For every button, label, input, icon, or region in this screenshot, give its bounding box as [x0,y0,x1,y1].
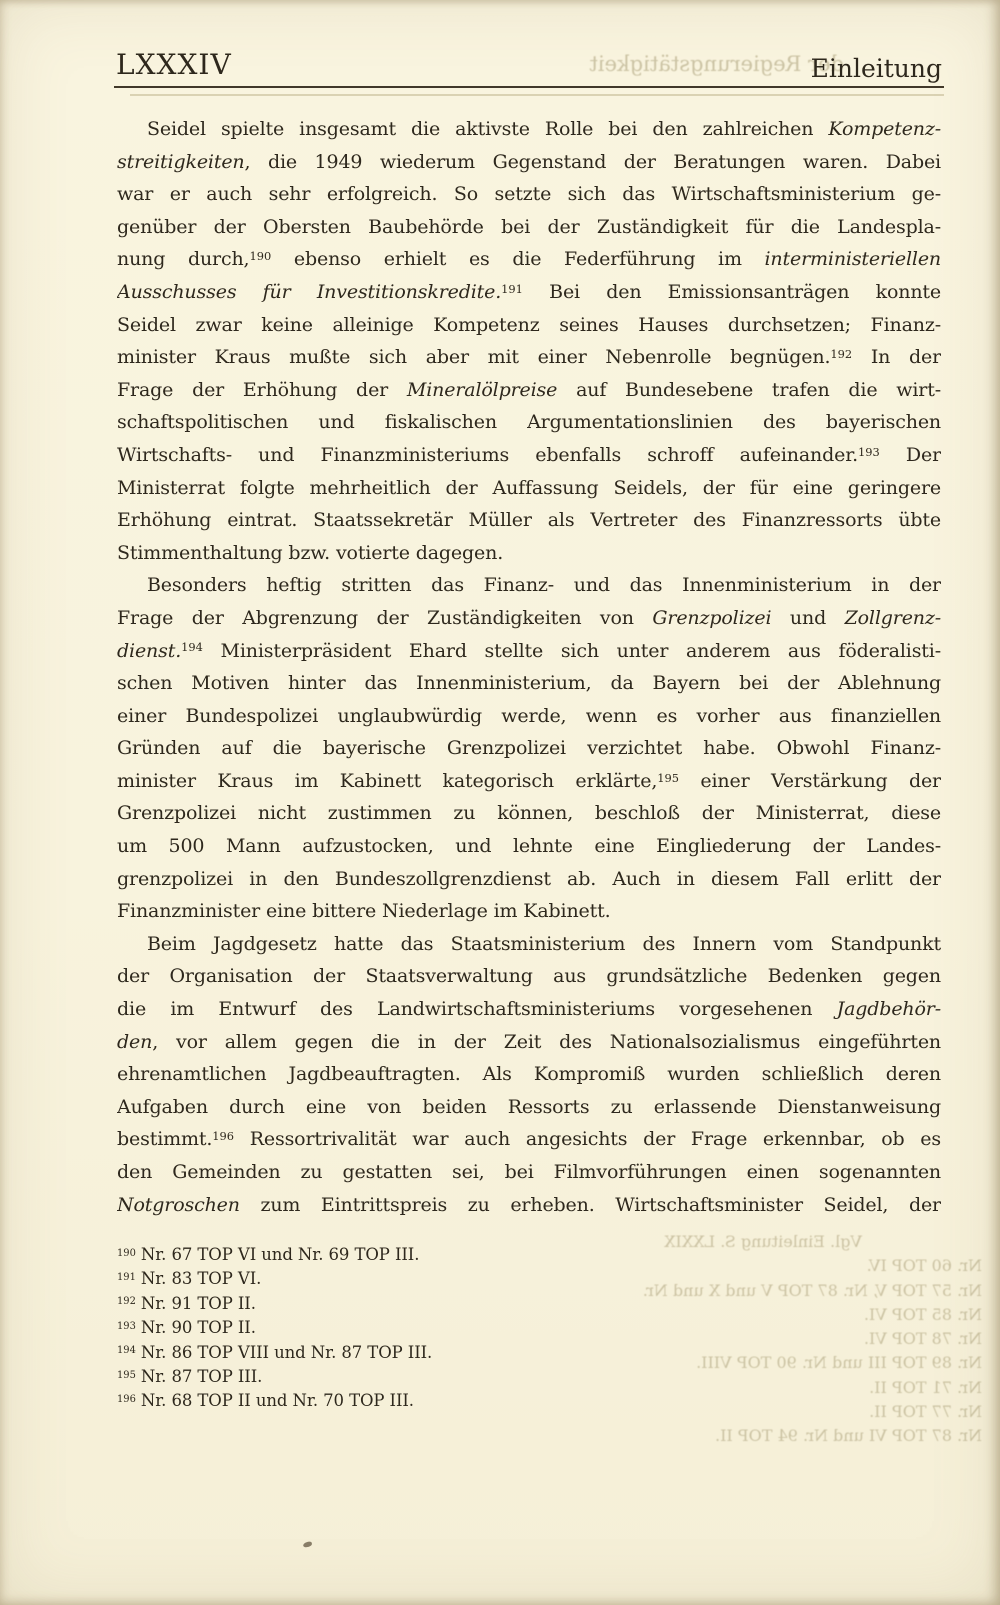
text-segment: Besonders heftig stritten das Finanz- und das Innenministerium in der [147,574,941,597]
text-segment: schen Motiven hinter das Innenministerium, da Bayern bei der Ablehnung [117,672,941,695]
text-line [117,1123,941,1156]
text-line [117,993,941,1026]
footnote [117,1365,941,1389]
bleedthrough-line: Vgl. Einleitung S. LXXIX [664,1232,862,1251]
text-segment: interministeriellen [764,248,941,271]
text-line [117,472,941,505]
text-line [117,146,941,179]
bleedthrough-line: Nr. 87 TOP VI und Nr. 94 TOP II. [715,1426,982,1446]
body-text [117,113,941,1221]
footnote-text: Nr. 83 TOP VI. [140,1269,262,1289]
text-segment: minister Kraus im Kabinett kategorisch erklärte, [117,769,658,792]
text-line [117,341,941,374]
text-segment: Gründen auf die bayerische Grenzpolizei verzichtet habe. Obwohl Finanz- [117,737,941,760]
footnote [117,1243,941,1267]
text-line [117,732,941,765]
text-line [117,1091,941,1124]
footnote-text: Nr. 91 TOP II. [140,1293,256,1313]
text-line [117,211,941,244]
text-segment: zum Eintrittspreis zu erheben. Wirtschaftsminister Seidel, der [239,1193,941,1216]
footnote [117,1267,941,1291]
footnote-reference: 191 [501,281,523,296]
bleedthrough-line: Nr. 77 TOP II. [869,1402,982,1422]
text-line [117,374,941,407]
text-line [117,309,941,342]
header-rule-bleed-echo [130,94,944,96]
text-segment: schaftspolitischen und fiskalischen Argumentationslinien des bayerischen [117,411,941,434]
text-segment: genüber der Obersten Baubehörde bei der Zuständigkeit für die Landespla- [117,215,941,238]
paragraph [117,113,941,569]
text-segment: war er auch sehr erfolgreich. So setzte sich das Wirtschaftsministerium ge- [117,183,941,206]
text-segment: Grenzpolizei nicht zustimmen zu können, beschloß der Ministerrat, diese [117,802,941,825]
text-segment: grenzpolizei in den Bundeszollgrenzdienst ab. Auch in diesem Fall erlitt der [117,867,941,890]
text-line [117,276,941,309]
text-line [117,863,941,896]
text-segment: Stimmenthaltung bzw. votierte dagegen. [117,541,504,564]
text-line [117,635,941,668]
text-segment: Bei den Emissionsanträgen konnte [522,280,941,303]
bleedthrough-line: Nr. 89 TOP III und Nr. 90 TOP VIII. [696,1353,982,1373]
footnote-text: Nr. 90 TOP II. [140,1318,256,1338]
text-segment: Frage der Abgrenzung der Zuständigkeiten von [117,606,653,629]
footnote-number: 194 [117,1345,136,1357]
text-segment: Frage der Erhöhung der [117,378,407,401]
paragraph [117,569,941,928]
text-line [117,602,941,635]
footnote-reference: 192 [830,347,853,362]
text-segment: Seidel spielte insgesamt die aktivste Rolle bei den zahlreichen [147,118,829,140]
text-segment: Ressortrivalität war auch angesichts der Frage erkennbar, ob es [233,1128,941,1151]
footnote-reference: 195 [657,770,679,785]
page-number: LXXXIV [116,48,232,81]
footnote-reference: 194 [181,640,203,655]
text-segment: Ministerpräsident Ehard stellte sich unter anderem aus föderalisti- [202,639,941,662]
text-segment: ebenso erhielt es die Federführung im [271,248,765,271]
text-segment: bestimmt. [117,1128,213,1151]
text-segment: Zollgrenz- [844,606,941,629]
footnote [117,1389,941,1413]
text-segment: Kompetenz- [828,118,941,140]
text-segment: Finanzminister eine bittere Niederlage im Kabinett. [117,900,611,923]
text-segment: einer Bundespolizei unglaubwürdig werde, wenn es vorher aus finanziellen [117,704,941,727]
text-segment: dienst. [117,639,182,662]
paragraph [117,928,941,1221]
text-segment: Notgroschen [117,1193,240,1216]
text-segment: Jagdbehör- [836,998,941,1021]
footnote-reference: 190 [249,249,272,264]
text-segment: Erhöhung eintrat. Staatssekretär Müller als Vertreter des Finanzressorts übte [117,509,941,532]
text-line [117,113,941,146]
text-segment: nung durch, [117,248,250,271]
text-line [117,1026,941,1059]
text-line [117,1189,941,1222]
section-title: Einleitung [810,54,942,83]
text-segment: um 500 Mann aufzustocken, und lehnte eine Eingliederung der Landes- [117,835,941,858]
text-line [117,700,941,733]
text-line [117,797,941,830]
text-line [117,569,941,602]
text-line [117,178,941,211]
text-segment: In der [852,346,941,369]
text-segment: Ministerrat folgte mehrheitlich der Auffassung Seidels, der für eine geringere [117,476,941,499]
text-line [117,830,941,863]
text-line [117,765,941,798]
text-segment: einer Verstärkung der [679,769,941,792]
text-line [117,895,941,928]
footnote-number: 193 [117,1320,136,1332]
text-segment: Mineralölpreise [406,378,558,401]
footnote [117,1316,941,1340]
text-line [117,928,941,961]
text-line [117,406,941,439]
bleedthrough-line: Nr. 71 TOP II. [869,1377,982,1397]
text-segment: Ausschusses für Investitionskredite. [117,280,502,303]
text-segment: ehrenamtlichen Jagdbeauftragten. Als Kompromiß wurden schließlich deren [117,1063,941,1086]
text-line [117,1058,941,1091]
bleedthrough-line: Nr. 78 TOP VI. [863,1329,982,1349]
text-segment: Aufgaben durch eine von beiden Ressorts zu erlassende Dienstanweisung [117,1095,941,1118]
bleedthrough-header-fragment: der Regierungstätigkeit [589,52,844,76]
footnote-reference: 193 [857,444,880,459]
footnote-number: 195 [117,1369,136,1381]
text-segment: die im Entwurf des Landwirtschaftsministeriums vorgesehenen [117,998,837,1021]
footnote-number: 196 [117,1393,136,1405]
text-line [117,439,941,472]
footnote-text: Nr. 68 TOP II und Nr. 70 TOP III. [140,1391,414,1411]
footnotes [117,1243,941,1414]
bleedthrough-line: Nr. 85 TOP VI. [863,1304,982,1324]
text-segment: der Organisation der Staatsverwaltung aus grundsätzliche Bedenken gegen [117,965,941,988]
text-segment: minister Kraus mußte sich aber mit einer Nebenrolle begnügen. [117,346,831,369]
text-line [117,960,941,993]
text-segment: Beim Jagdgesetz hatte das Staatsministerium des Innern vom Standpunkt [147,932,941,955]
text-line [117,537,941,570]
footnote-reference: 196 [212,1129,234,1144]
text-segment: Wirtschafts- und Finanzministeriums ebenfalls schroff aufeinander. [117,443,858,466]
footnote [117,1341,941,1365]
text-segment: auf Bundesebene trafen die wirt- [557,378,941,401]
text-segment: , vor allem gegen die in der Zeit des Nationalsozialismus eingeführten [152,1030,941,1053]
footnote-number: 191 [117,1271,136,1283]
text-segment: streitigkeiten [117,150,245,173]
text-line [117,1156,941,1189]
text-line [117,243,941,276]
text-segment: Grenzpolizei [652,606,772,629]
footnote-text: Nr. 86 TOP VIII und Nr. 87 TOP III. [140,1342,433,1362]
text-line [117,504,941,537]
footnote [117,1292,941,1316]
bleedthrough-line: Nr. 57 TOP V, Nr. 87 TOP V und X und Nr. [642,1280,982,1300]
footnote-text: Nr. 87 TOP III. [140,1366,263,1386]
footnote-text: Nr. 67 TOP VI und Nr. 69 TOP III. [140,1245,420,1264]
bleedthrough-line: Nr. 60 TOP IV. [866,1256,982,1276]
footnote-number: 192 [117,1296,136,1308]
text-segment: den Gemeinden zu gestatten sei, bei Filmvorführungen einen sogenannten [117,1161,941,1183]
text-segment: den [117,1030,153,1053]
text-segment: Seidel zwar keine alleinige Kompetenz seines Hauses durchsetzen; Finanz- [117,313,941,336]
header-rule [114,86,944,88]
text-segment: und [771,606,845,629]
text-segment: Der [879,443,941,466]
footnote-number: 190 [117,1247,136,1259]
paper-speck [303,1541,313,1548]
text-segment: , die 1949 wiederum Gegenstand der Beratungen waren. Dabei [244,150,941,173]
text-line [117,667,941,700]
